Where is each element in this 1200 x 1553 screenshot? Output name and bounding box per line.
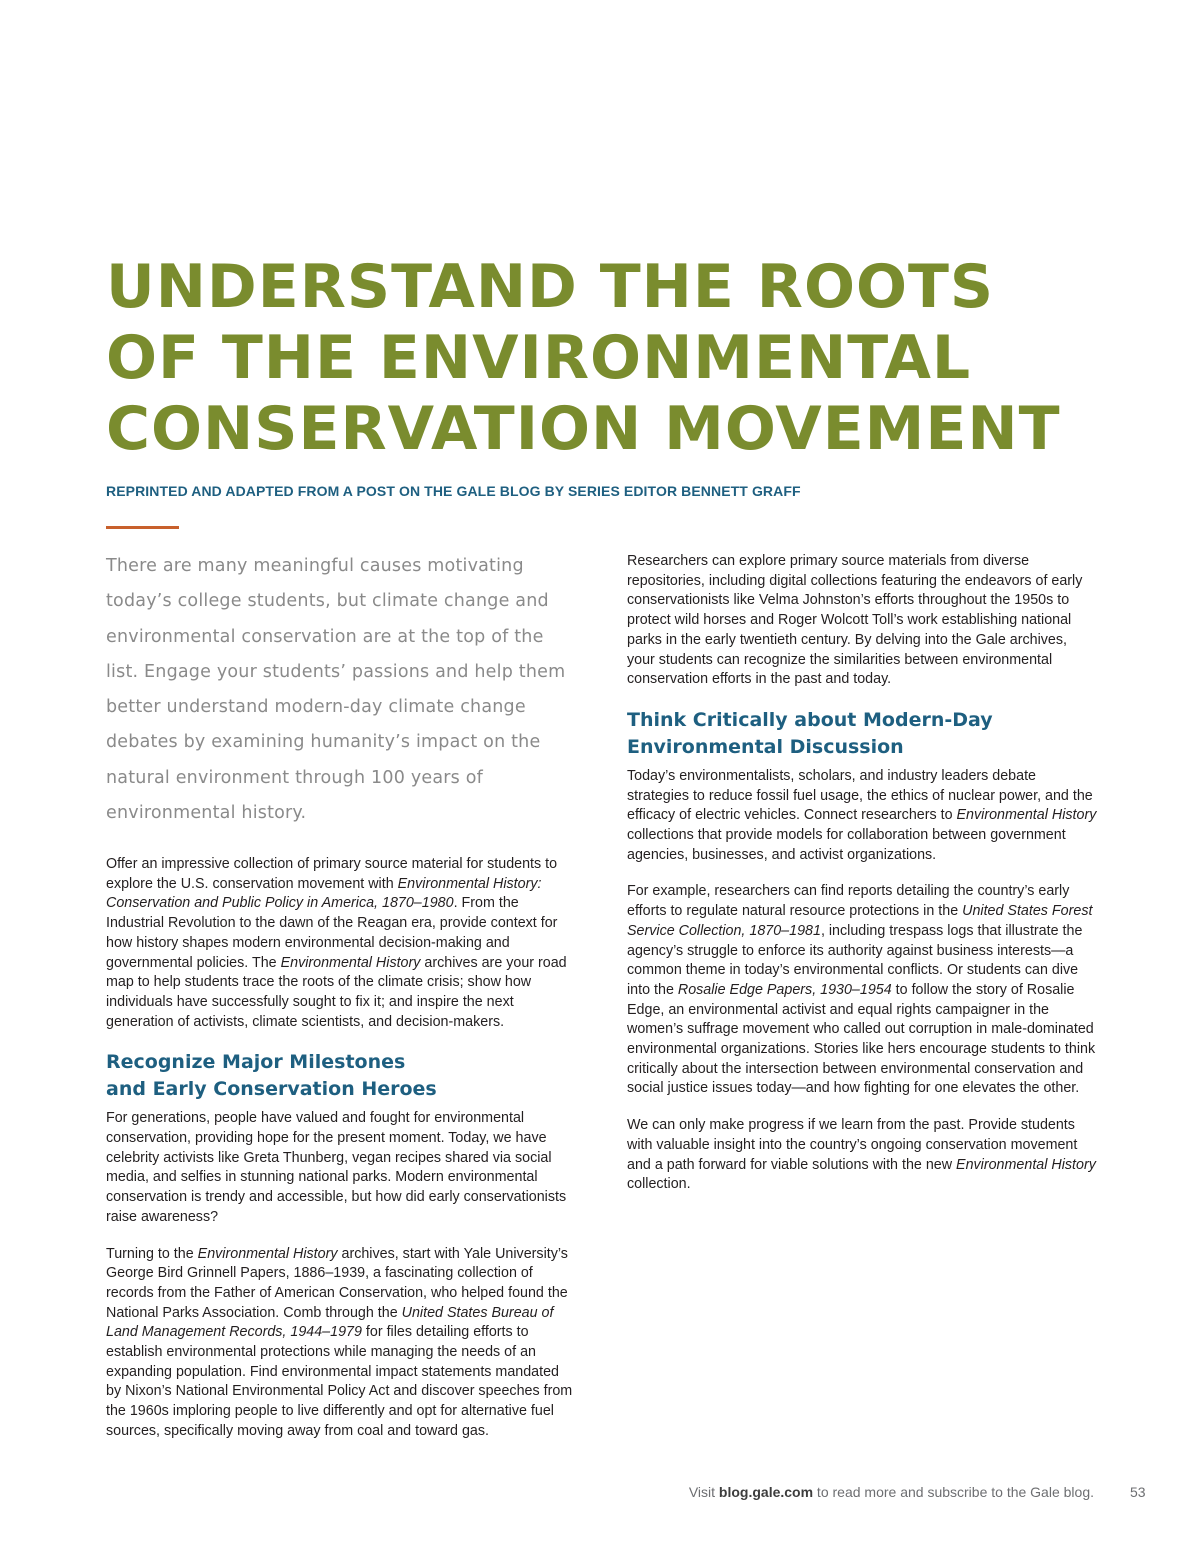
blog-link[interactable]: blog.gale.com [718, 1484, 814, 1500]
collection-title: Environmental History [956, 807, 1097, 824]
section-heading-milestones: Recognize Major Milestones and Early Conservation Heroes [106, 1051, 437, 1101]
title-line: CONSERVATION MOVEMENT [106, 394, 1061, 464]
collection-title: United States Forest Service Collection, 1870–1981 [627, 903, 1093, 939]
page-number: 53 [1130, 1484, 1146, 1500]
accent-divider [106, 526, 179, 529]
lead-paragraph: There are many meaningful causes motivating today’s college students, but climate change and environmental conservation are at the top of the list. Engage your students’ passions and help them better understand modern-day climate change debates by examining humanity’s impact on the natural environment through 100 years of environmental history. [106, 556, 566, 824]
collection-title: Rosalie Edge Papers, 1930–1954 [677, 981, 892, 998]
body-paragraph: Researchers can explore primary source materials from diverse repositories, including digital collections featuring the endeavors of early conservationists like Velma Johnston’s efforts throughout the 1950s to protect wild horses and Roger Wolcott Toll’s work establishing national parks in the early twentieth century. By delving into the Gale archives, your students can recognize the similarities between environmental conservation efforts in the past and today. [627, 553, 1083, 688]
collection-title: Environmental History [956, 1156, 1096, 1173]
footer-note: Visit blog.gale.com to read more and subscribe to the Gale blog. [688, 1484, 1094, 1500]
title-line: UNDERSTAND THE ROOTS [106, 252, 995, 322]
intro-paragraph: Offer an impressive collection of primary source material for students to explore the U.S. conservation movement with Environmental History: Conservation and Public Policy in America, 1870–1980. From the Industrial Revolution to the dawn of the Reagan era, provide context for how history shapes modern environmental decision-making and governmental policies. The Environmental History archives are your road map to help students trace the roots of the climate crisis; show how individuals have successfully sought to fix it; and inspire the next generation of activists, climate scientists, and decision-makers. [106, 856, 567, 1030]
right-column [627, 552, 1097, 1212]
byline: REPRINTED AND ADAPTED FROM A POST ON THE GALE BLOG BY SERIES EDITOR BENNETT GRAFF [106, 483, 801, 499]
collection-title: United States Bureau of Land Management Records, 1944–1979 [106, 1304, 554, 1341]
body-paragraph: Turning to the Environmental History archives, start with Yale University’s George Bird Grinnell Papers, 1886–1939, a fascinating collection of records from the Father of American Conservation, who helped found the National Parks Association. Comb through the United States Bureau of Land Management Records, 1944–1979 for files detailing efforts to establish environmental protections while managing the needs of an expanding population. Find environmental impact statements mandated by Nixon’s National Environmental Policy Act and discover speeches from the 1960s imploring people to live differently and opt for alternative fuel sources, specifically moving away from coal and toward gas. [106, 1245, 573, 1439]
body-paragraph: For example, researchers can find reports detailing the country’s early efforts to regulate natural resource protections in the United States Forest Service Collection, 1870–1981, including trespass logs that illustrate the agency’s struggle to enforce its authority against business interests—a common theme in today’s environmental conflicts. Or students can dive into the Rosalie Edge Papers, 1930–1954 to follow the story of Rosalie Edge, an environmental activist and equal rights campaigner in the women’s suffrage movement who called out corruption in male-dominated environmental organizations. Stories like hers encourage students to think critically about the intersection between environmental conservation and social justice issues today—and how fighting for one elevates the other. [627, 883, 1096, 1097]
body-paragraph: For generations, people have valued and fought for environmental conservation, providing hope for the present moment. Today, we have celebrity activists like Greta Thunberg, vegan recipes shared via social media, and selfies in stunning national parks. Modern environmental conservation is trendy and accessible, but how did early conservationists raise awareness? [106, 1110, 567, 1225]
left-column [106, 855, 576, 1459]
body-paragraph: Today’s environmentalists, scholars, and industry leaders debate strategies to reduce fossil fuel usage, the ethics of nuclear power, and the efficacy of electric vehicles. Connect researchers to Environmental History collections that provide models for collaboration between government agencies, businesses, and activist organizations. [627, 767, 1097, 863]
collection-title: Environmental History: Conservation and Public Policy in America, 1870–1980 [106, 875, 542, 912]
collection-title: Environmental History [197, 1245, 338, 1262]
title-line: OF THE ENVIRONMENTAL [106, 323, 972, 393]
page-title [106, 252, 1106, 465]
body-paragraph: We can only make progress if we learn from the past. Provide students with valuable insight into the country’s ongoing conservation movement and a path forward for viable solutions with the new Environmental History collection. [627, 1117, 1096, 1193]
collection-title: Environmental History [280, 954, 421, 971]
section-heading-think-critically: Think Critically about Modern-Day Environmental Discussion [627, 708, 993, 758]
